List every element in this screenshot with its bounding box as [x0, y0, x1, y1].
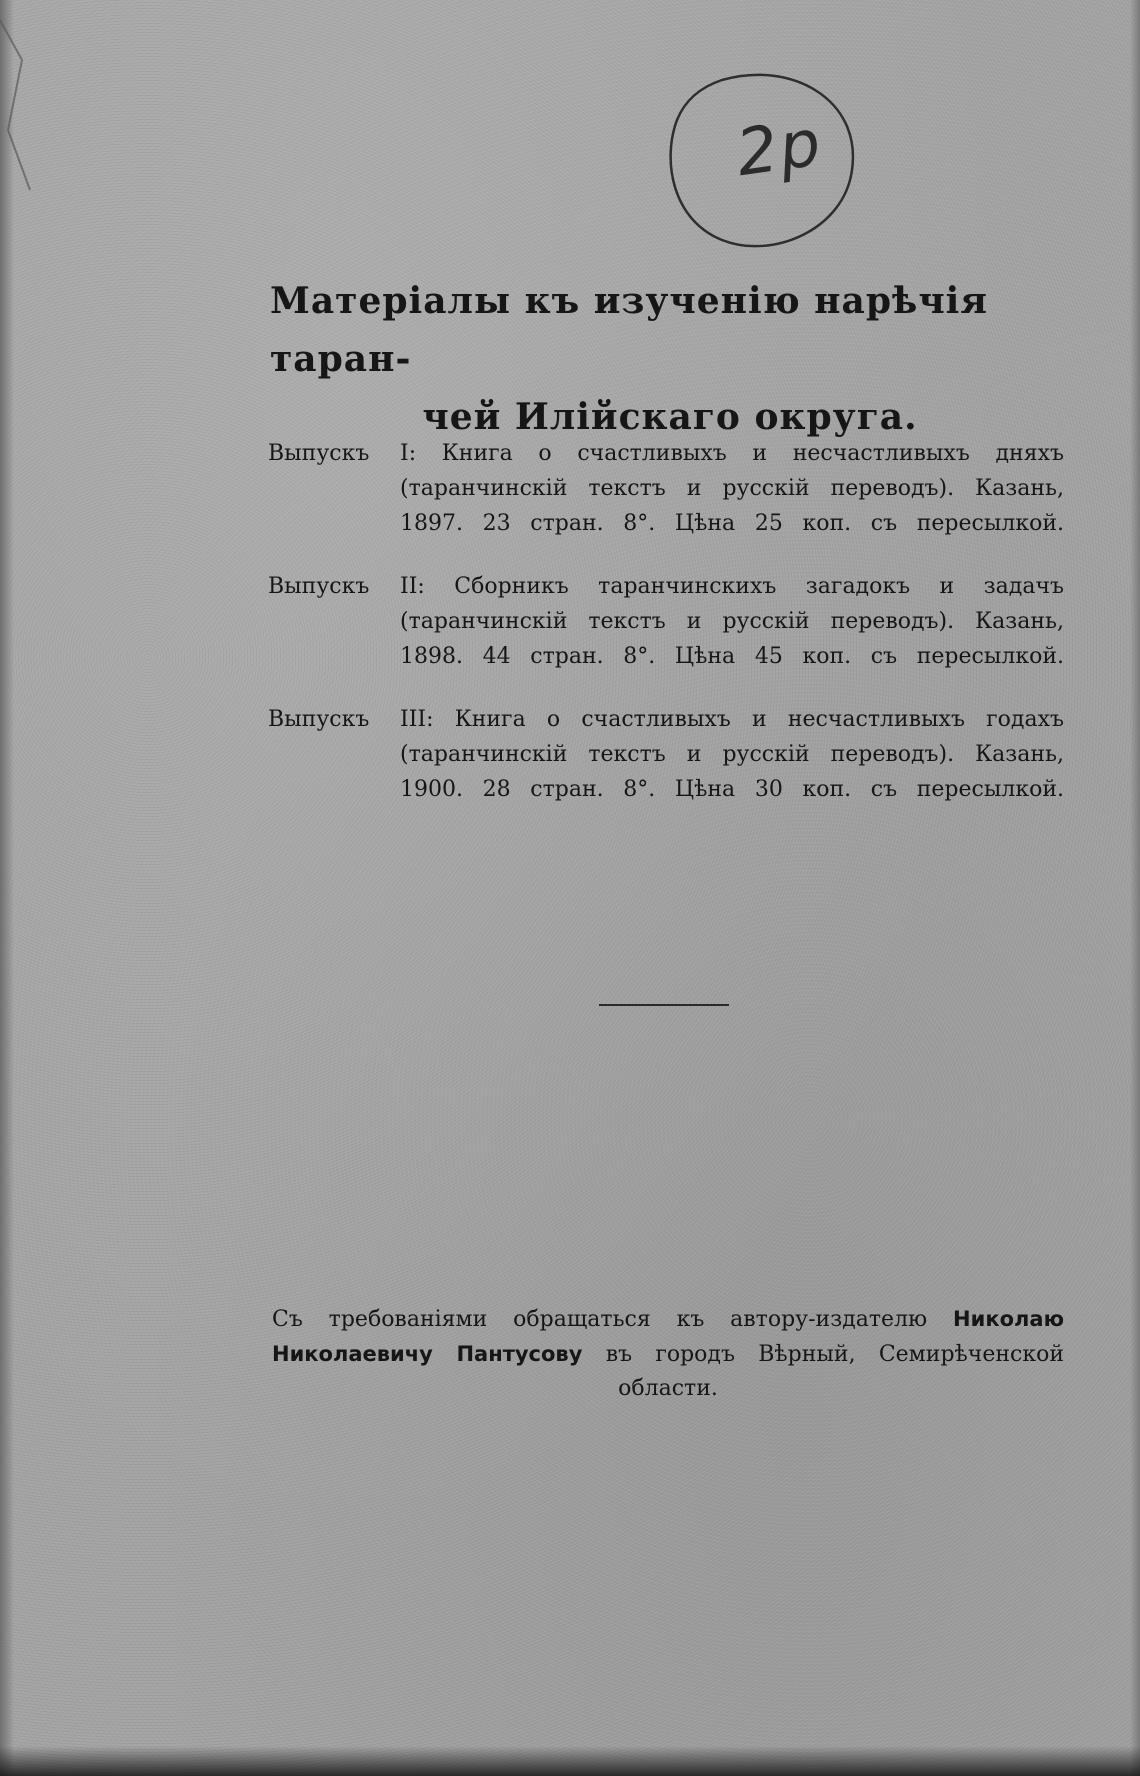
issue-line: 1900. 28 стран. 8°. Цѣна 30 коп. съ пересылкой.: [400, 777, 1064, 802]
section-divider: [599, 1004, 729, 1006]
issue-line: III: Книга о счастливыхъ и несчастливыхъ годахъ: [400, 707, 1064, 732]
issue-line: (таранчинскій текстъ и русскій переводъ). Казань,: [400, 742, 1064, 767]
issue-line: II: Сборникъ таранчинскихъ загадокъ и задачъ: [400, 574, 1064, 599]
issue-line: 1897. 23 стран. 8°. Цѣна 25 коп. съ пересылкой.: [400, 511, 1064, 536]
publisher-first-name: Николаю: [953, 1307, 1064, 1331]
issue-line: (таранчинскій текстъ и русскій переводъ). Казань,: [400, 476, 1064, 501]
notice-text: Съ требованіями обращаться къ автору-издателю: [272, 1307, 928, 1332]
notice-line-2: [272, 1337, 1064, 1372]
issue-description: [400, 702, 1064, 807]
title-line-2: чей Илійскаго округа.: [422, 396, 918, 438]
handwritten-annotation: 2р: [732, 106, 827, 192]
torn-corner-mark: [0, 0, 60, 200]
publisher-patronymic-surname: Николаевичу Пантусову: [272, 1342, 583, 1366]
notice-line-1: [272, 1302, 1064, 1337]
issue-line: I: Книга о счастливыхъ и несчастливыхъ дняхъ: [400, 441, 1064, 466]
page-shadow-bottom: [0, 1746, 1140, 1776]
issue-description: [400, 569, 1064, 674]
issue-entry-3: [268, 702, 1064, 807]
issue-entry-1: [268, 436, 1064, 541]
page-title: [230, 272, 1080, 446]
title-line-1: Матеріалы къ изученію нарѣчія таран-: [270, 280, 988, 380]
contact-notice: [272, 1302, 1064, 1406]
issue-entry-2: [268, 569, 1064, 674]
page-shadow-left: [0, 0, 14, 1776]
notice-line-3: области.: [618, 1376, 718, 1401]
issue-description: [400, 436, 1064, 541]
issue-label: Выпускъ: [268, 574, 370, 599]
page-shadow-right: [1130, 0, 1140, 1776]
issue-line: 1898. 44 стран. 8°. Цѣна 45 коп. съ пересылкой.: [400, 644, 1064, 669]
issue-label: Выпускъ: [268, 441, 370, 466]
issue-label: Выпускъ: [268, 707, 370, 732]
notice-text: въ городъ Вѣрный, Семирѣченской: [605, 1342, 1065, 1367]
issue-line: (таранчинскій текстъ и русскій переводъ). Казань,: [400, 609, 1064, 634]
